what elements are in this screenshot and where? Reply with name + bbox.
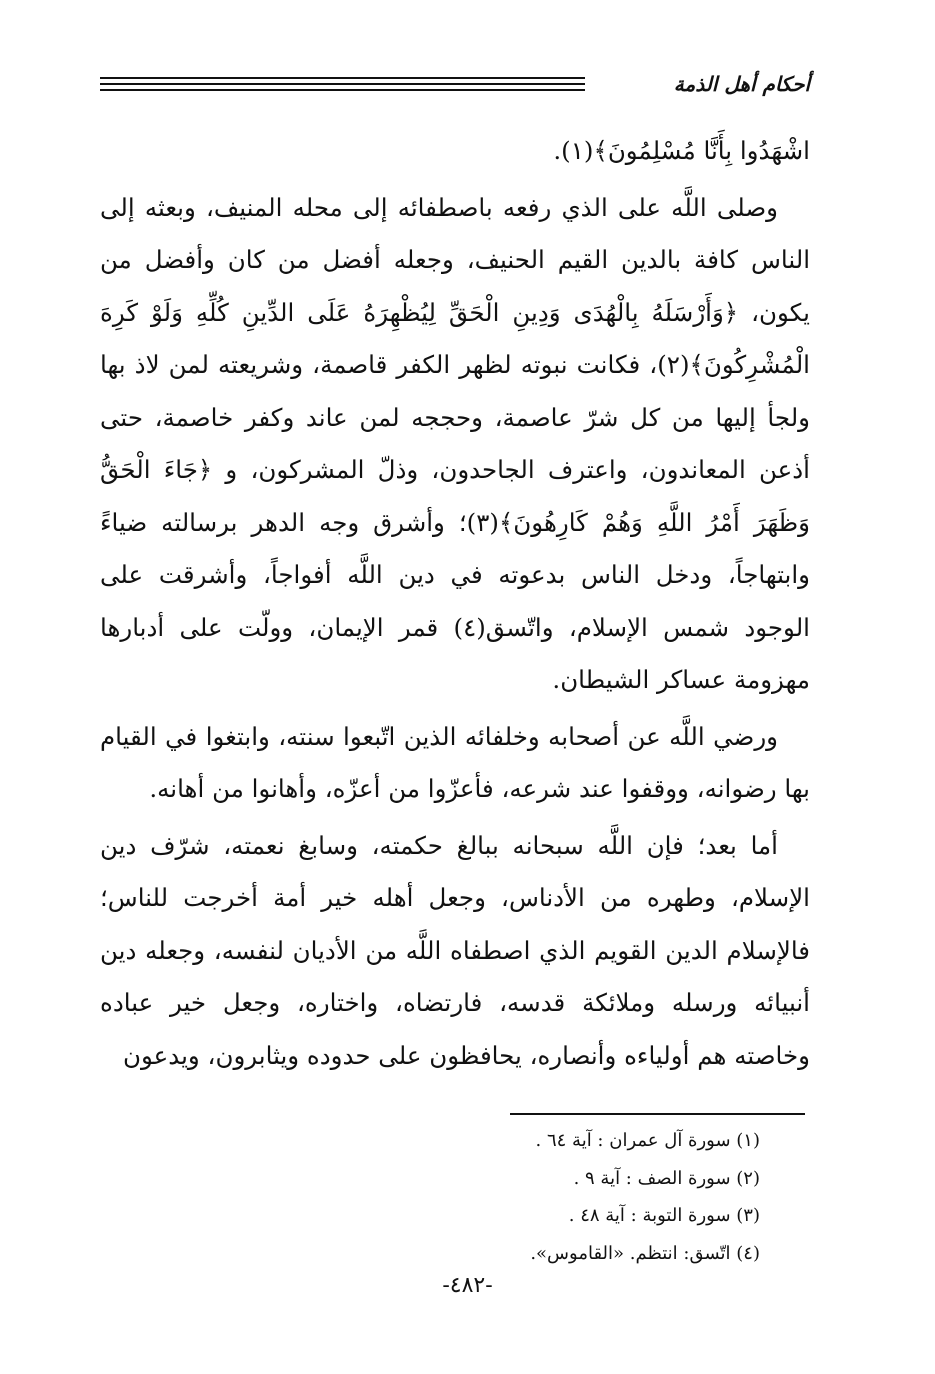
body-text bbox=[100, 125, 810, 1082]
book-title: أحكام أهل الذمة bbox=[673, 72, 810, 96]
paragraph-text: أما بعد؛ فإن اللَّه سبحانه ببالغ حكمته، وسابغ نعمته، شرّف دين الإسلام، وطهره من الأدناس، وجعل أهله خير أمة أخرجت للناس؛ فالإسلام الدين القويم الذي اصطفاه اللَّه من الأديان لنفسه، وجعله دين أنبيائه ورسله وملائكة قدسه، فارتضاه، واختاره، وجعل خير عباده وخاصته هم أولياءه وأنصاره، يحافظون على حدوده ويثابرون، ويدعون bbox=[100, 830, 810, 1070]
paragraph-text: وصلى اللَّه على الذي رفعه باصطفائه إلى محله المنيف، وبعثه إلى الناس كافة بالدين القيم الحنيف، وجعله أفضل من كان وأفضل من يكون، ﴿وَأَرْسَلَهُ بِالْهُدَى وَدِينِ الْحَقِّ لِيُظْهِرَهُ عَلَى الدِّينِ كُلِّهِ وَلَوْ كَرِهَ الْمُشْرِكُونَ﴾(٢)، فكانت نبوته لظهر الكفر قاصمة، وشريعته لمن لاذ بها ولجأ إليها من كل شرّ عاصمة، وحججه لمن عاند وكفر خاصمة، حتى أذعن المعاندون، واعترف الجاحدون، وذلّ المشركون، و ﴿جَاءَ الْحَقُّ وَظَهَرَ أَمْرُ اللَّهِ وَهُمْ كَارِهُونَ﴾(٣)؛ وأشرق وجه الدهر برسالته ضياءً وابتهاجاً، ودخل الناس بدعوته في دين اللَّه أفواجاً، وأشرقت على الوجود شمس الإسلام، واتّسق(٤) قمر الإيمان، وولّت على أدبارها مهزومة عساكر الشيطان. bbox=[100, 192, 810, 694]
footnotes bbox=[100, 1122, 760, 1272]
footnote: (٣) سورة التوبة : آية ٤٨ . bbox=[568, 1205, 760, 1226]
paragraph-text: ورضي اللَّه عن أصحابه وخلفائه الذين اتّبعوا سنته، وابتغوا في القيام بها رضوانه، ووقفوا عند شرعه، فأعزّوا من أعزّه، وأهانوا من أهانه. bbox=[100, 721, 810, 803]
footnote-separator bbox=[510, 1113, 805, 1115]
running-header bbox=[100, 70, 810, 98]
footnote: (٤) اتّسق: انتظم. «القاموس». bbox=[530, 1242, 760, 1264]
paragraph: اشْهَدُوا بِأَنَّا مُسْلِمُونَ﴾(١). bbox=[553, 136, 810, 165]
footnote: (١) سورة آل عمران : آية ٦٤ . bbox=[535, 1130, 760, 1151]
footnote: (٢) سورة الصف : آية ٩ . bbox=[573, 1167, 760, 1189]
paragraph bbox=[100, 711, 810, 816]
paragraph bbox=[100, 820, 810, 1083]
page-number: -٤٨٢- bbox=[442, 1273, 493, 1298]
paragraph bbox=[100, 182, 810, 707]
header-rule bbox=[100, 77, 585, 91]
